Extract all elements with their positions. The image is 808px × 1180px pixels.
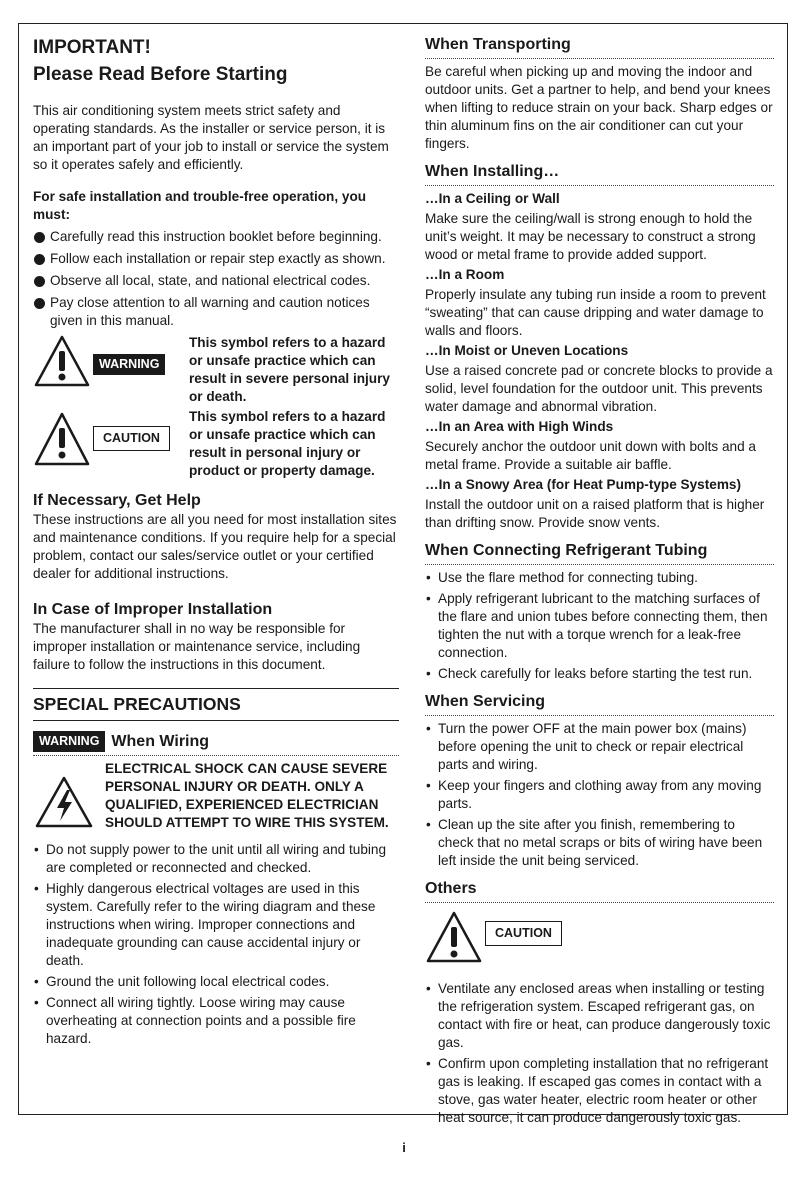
- others-heading: Others: [425, 878, 774, 903]
- when-wiring-header: [33, 731, 399, 756]
- caution-badge: CAUTION: [93, 426, 170, 451]
- list-item: • Use the flare method for connecting tubing.: [425, 569, 774, 587]
- subsection-title: …In an Area with High Winds: [425, 419, 614, 434]
- list-item: Carefully read this instruction booklet before beginning.: [33, 228, 399, 246]
- subsection-text: Install the outdoor unit on a raised platform that is higher than drifting snow. Provide snow vents.: [425, 497, 765, 530]
- must-list: [33, 228, 399, 330]
- shock-warning-text: ELECTRICAL SHOCK CAN CAUSE SEVERE PERSONAL INJURY OR DEATH. ONLY A QUALIFIED, EXPERIENCED ELECTRICIAN SHOULD ATTEMPT TO WIRE THIS SYSTEM.: [105, 761, 389, 830]
- get-help-heading: If Necessary, Get Help: [33, 492, 201, 509]
- special-precautions-heading: SPECIAL PRECAUTIONS: [33, 688, 399, 721]
- wiring-list: [33, 841, 399, 1048]
- warning-badge-wrap: [93, 334, 189, 375]
- transporting-heading: When Transporting: [425, 34, 774, 59]
- list-item: • Apply refrigerant lubricant to the matching surfaces of the flare and union tubes before connecting them, then tighten the nut with a torque wrench for a leak-free connection.: [425, 590, 774, 662]
- subsection-text: Use a raised concrete pad or concrete blocks to provide a solid, level foundation for the outdoor unit. This prevents water damage and abnormal vibration.: [425, 363, 773, 414]
- list-item: Follow each installation or repair step exactly as shown.: [33, 250, 399, 268]
- list-item: Observe all local, state, and national electrical codes.: [33, 272, 399, 290]
- subsection-title: …In a Ceiling or Wall: [425, 191, 560, 206]
- improper-text: The manufacturer shall in no way be responsible for improper installation or maintenance service, including failure to follow the instructions in this document.: [33, 621, 361, 672]
- caution-badge-wrap: [93, 408, 189, 451]
- others-list: [425, 980, 774, 1127]
- must-heading: For safe installation and trouble-free operation, you must:: [33, 189, 367, 222]
- caution-badge: CAUTION: [485, 921, 562, 946]
- warning-description: This symbol refers to a hazard or unsafe practice which can result in severe personal injury or death.: [189, 335, 390, 404]
- subsection-text: Make sure the ceiling/wall is strong enough to hold the unit’s weight. It may be necessary to construct a strong wood or metal frame to provide added support.: [425, 211, 756, 262]
- list-item: • Turn the power OFF at the main power box (mains) before opening the unit to check or repair electrical parts and wiring.: [425, 720, 774, 774]
- installing-heading: When Installing…: [425, 161, 774, 186]
- list-item: • Highly dangerous electrical voltages are used in this system. Carefully refer to the wiring diagram and these instructions when wiring. Improper connections and inadequate grounding can cause accidental injury or death.: [33, 880, 399, 970]
- electric-shock-icon: [33, 760, 105, 835]
- get-help-text: These instructions are all you need for most installation sites and maintenance conditions. If you require help for a special problem, contact our sales/service outlet or your certified dealer for additional instructions.: [33, 512, 397, 581]
- important-title: [33, 34, 399, 88]
- list-item: • Check carefully for leaks before starting the test run.: [425, 665, 774, 683]
- list-item: • Do not supply power to the unit until all wiring and tubing are completed or reconnected and checked.: [33, 841, 399, 877]
- title-line-1: IMPORTANT!: [33, 37, 151, 58]
- list-item: • Clean up the site after you finish, remembering to check that no metal scraps or bits of wiring have been left inside the unit being serviced.: [425, 816, 774, 870]
- list-item: • Confirm upon completing installation that no refrigerant gas is leaking. If escaped gas comes in contact with a stove, gas water heater, electric room heater or other heat source, it can produce dangerously toxic gas.: [425, 1055, 774, 1127]
- connecting-heading: When Connecting Refrigerant Tubing: [425, 540, 774, 565]
- subsection-title: …In a Room: [425, 267, 505, 282]
- subsection-title: …In Moist or Uneven Locations: [425, 343, 629, 358]
- servicing-heading: When Servicing: [425, 691, 774, 716]
- servicing-list: [425, 720, 774, 870]
- caution-symbol-block: [33, 408, 399, 480]
- caution-description: This symbol refers to a hazard or unsafe practice which can result in personal injury or product or property damage.: [189, 409, 386, 478]
- warning-triangle-icon: [33, 334, 93, 393]
- list-item: • Ventilate any enclosed areas when installing or testing the refrigeration system. Escaped refrigerant gas, on contact with fire or heat, can produce dangerously toxic gas.: [425, 980, 774, 1052]
- warning-badge: WARNING: [93, 354, 165, 375]
- intro-paragraph: This air conditioning system meets strict safety and operating standards. As the installer or service person, it is an important part of your job to install or service the system so it operates safely and efficiently.: [33, 103, 389, 172]
- subsection-text: Properly insulate any tubing run inside a room to prevent “sweating” that can cause dripping and water damage to walls and floors.: [425, 287, 766, 338]
- warning-symbol-block: [33, 334, 399, 406]
- subsection-text: Securely anchor the outdoor unit down with bolts and a metal frame. Provide a suitable air baffle.: [425, 439, 756, 472]
- left-column: [33, 24, 399, 1051]
- caution-triangle-icon: [425, 909, 485, 970]
- page-number: i: [402, 1140, 406, 1155]
- list-item: • Ground the unit following local electrical codes.: [33, 973, 399, 991]
- others-caution-block: [425, 909, 774, 970]
- list-item: • Keep your fingers and clothing away from any moving parts.: [425, 777, 774, 813]
- subsection-title: …In a Snowy Area (for Heat Pump-type Systems): [425, 477, 742, 492]
- when-wiring-heading: When Wiring: [111, 733, 210, 750]
- others-caution-badge-wrap: [485, 909, 562, 946]
- list-item: • Connect all wiring tightly. Loose wiring may cause overheating at connection points and a possible fire hazard.: [33, 994, 399, 1048]
- page-frame: [18, 23, 788, 1125]
- transporting-text: Be careful when picking up and moving the indoor and outdoor units. Get a partner to help, and bend your knees when lifting to reduce strain on your back. Sharp edges or thin aluminum fins on the air conditioner can cut your fingers.: [425, 64, 773, 151]
- improper-heading: In Case of Improper Installation: [33, 601, 273, 618]
- list-item: Pay close attention to all warning and caution notices given in this manual.: [33, 294, 399, 330]
- caution-triangle-icon: [33, 408, 93, 473]
- title-line-2: Please Read Before Starting: [33, 64, 288, 85]
- right-column: [425, 24, 774, 1130]
- wiring-warning-badge: WARNING: [33, 731, 105, 752]
- connecting-list: [425, 569, 774, 683]
- shock-warning-block: [33, 760, 399, 835]
